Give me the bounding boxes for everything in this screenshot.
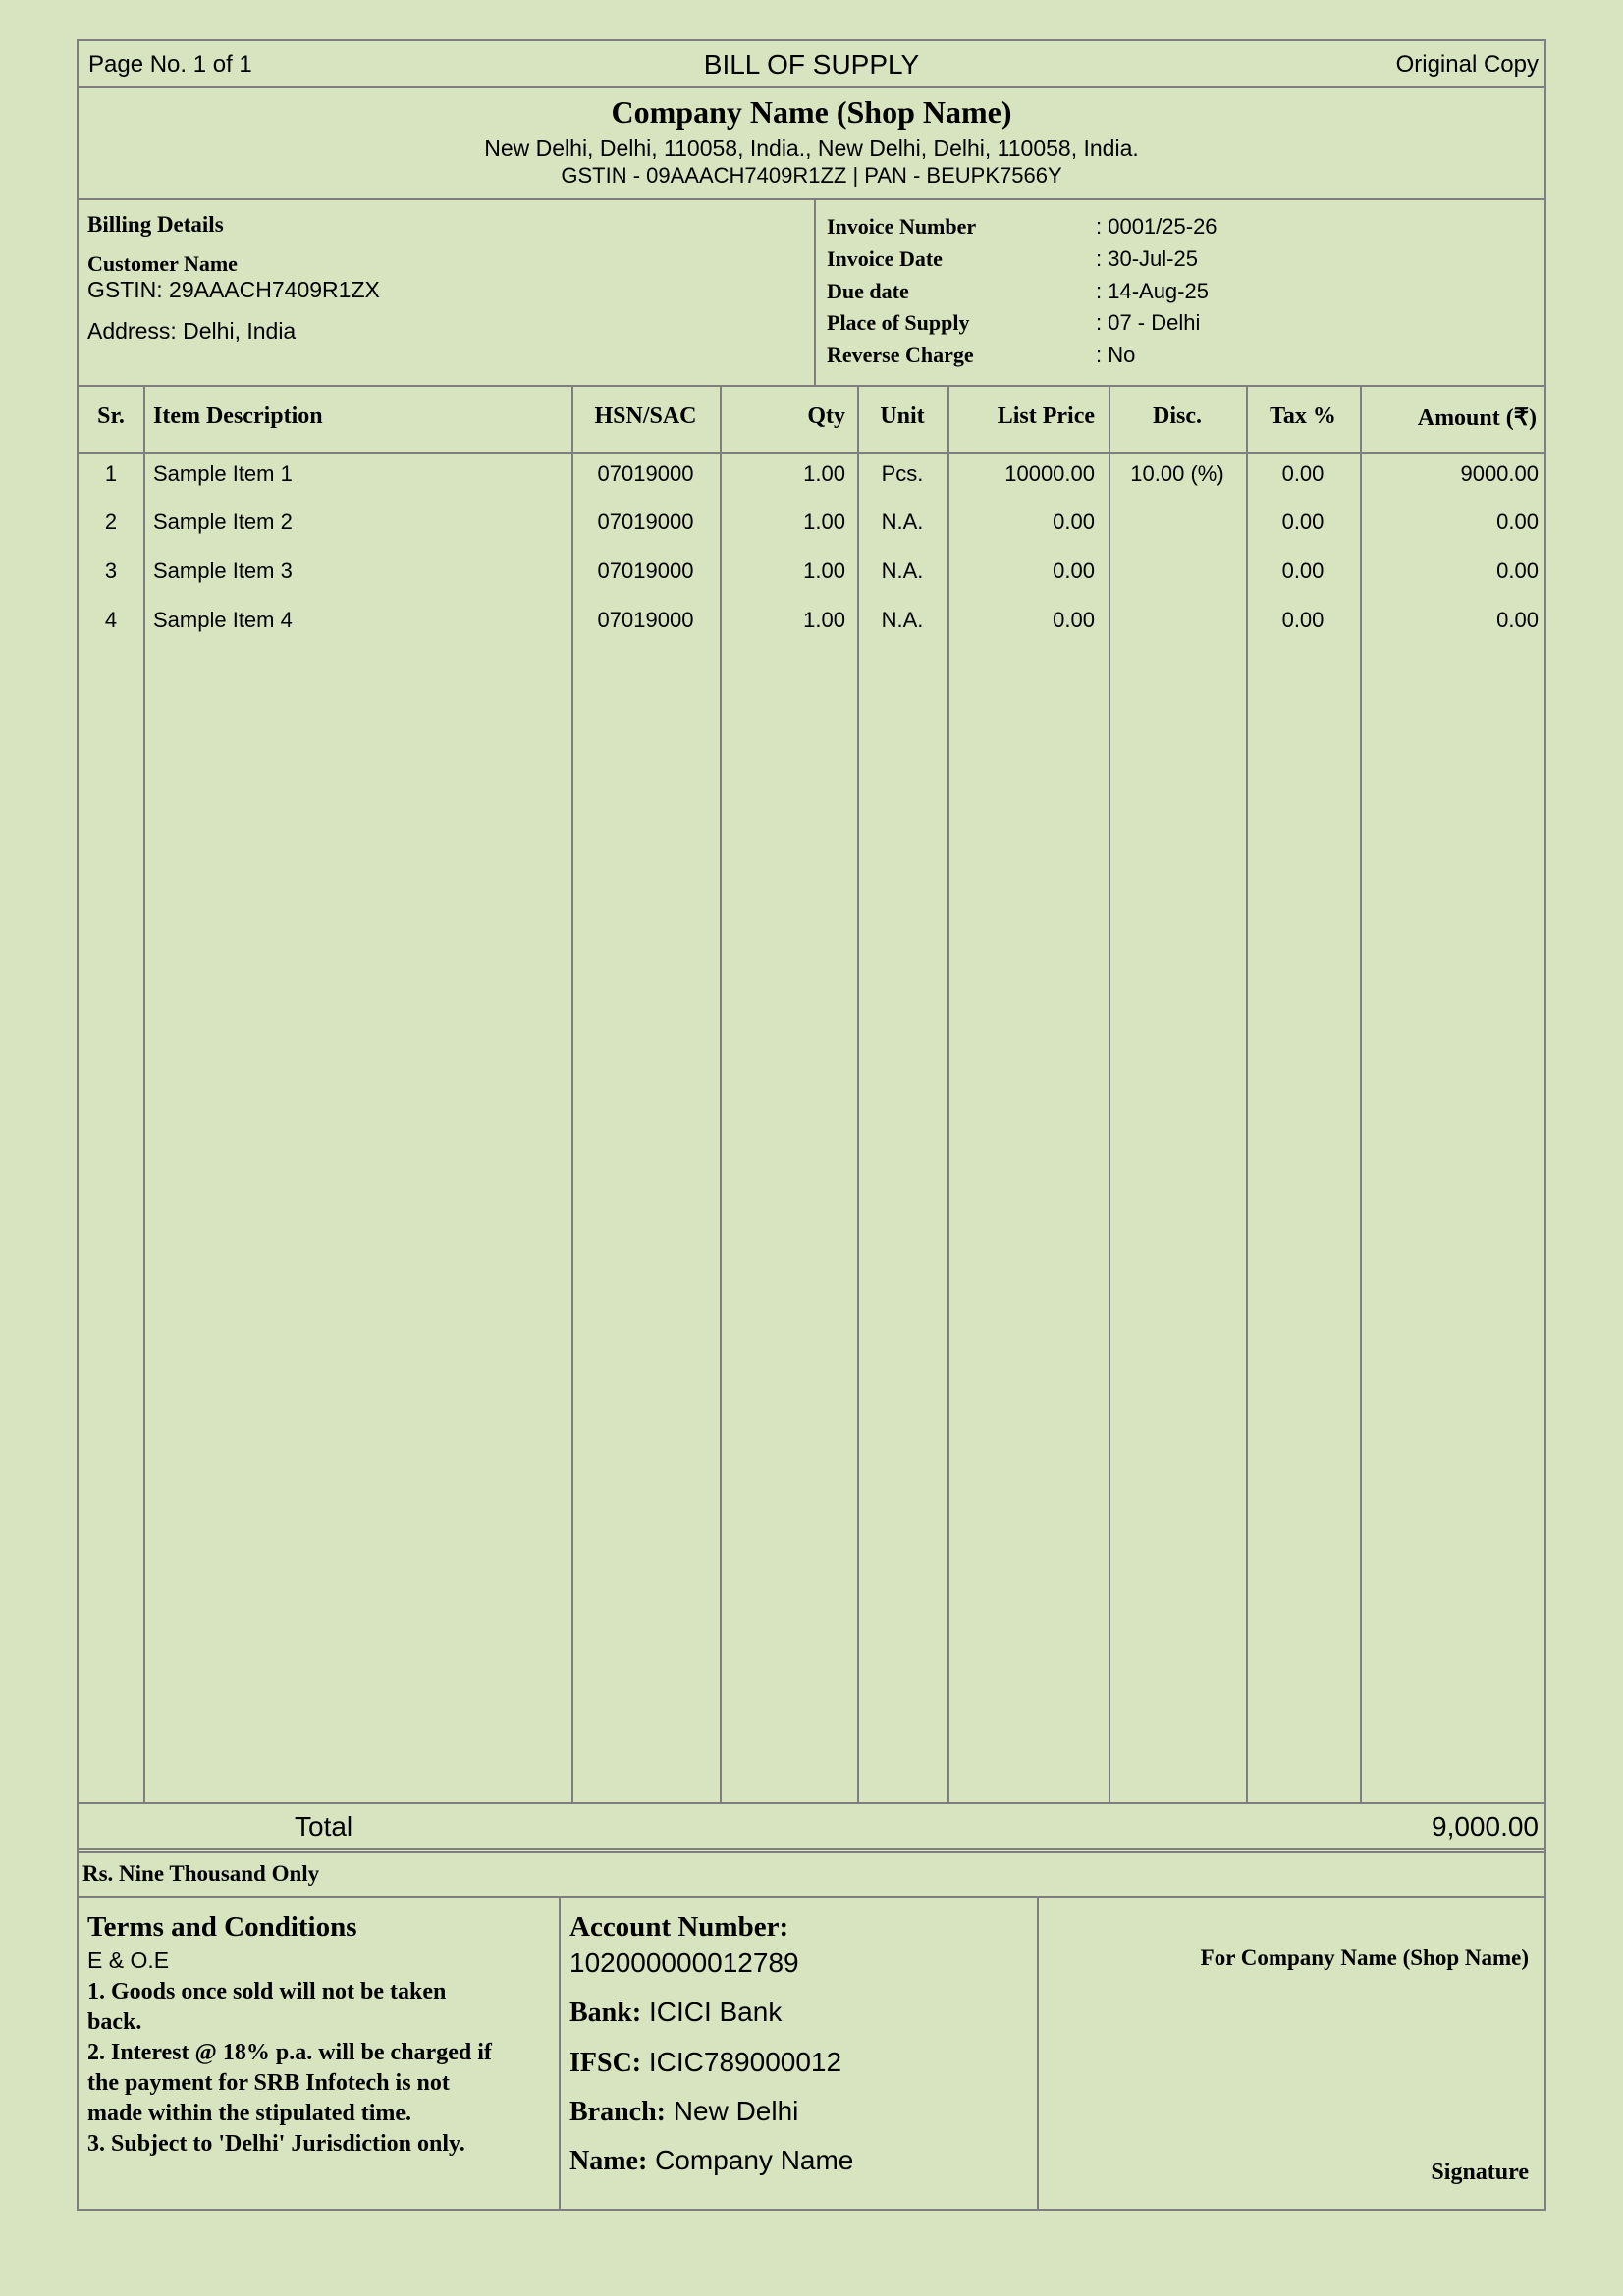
due-date-value: : 14-Aug-25 xyxy=(1096,279,1209,303)
cell-qty: 1.00 xyxy=(803,509,845,534)
customer-address: Address: Delhi, India xyxy=(87,318,297,344)
cell-tax: 0.00 xyxy=(1281,509,1325,534)
place-of-supply-label: Place of Supply xyxy=(827,310,970,335)
terms-eoe: E & O.E xyxy=(87,1948,170,1973)
cell-tax: 0.00 xyxy=(1281,559,1325,583)
company-tax-ids: GSTIN - 09AAACH7409R1ZZ | PAN - BEUPK7566Y xyxy=(561,163,1062,187)
total-amount: 9,000.00 xyxy=(1432,1811,1539,1842)
col-header-sr: Sr. xyxy=(97,403,125,429)
cell-sr: 1 xyxy=(104,461,118,486)
account-name-value: Company Name xyxy=(655,2145,854,2175)
ifsc-value: ICIC789000012 xyxy=(648,2047,842,2077)
cell-discount: 10.00 (%) xyxy=(1130,461,1224,486)
column-divider xyxy=(1246,385,1248,1802)
column-divider xyxy=(947,385,949,1802)
column-divider xyxy=(857,385,859,1802)
cell-description: Sample Item 3 xyxy=(153,559,293,583)
invoice-date-label: Invoice Date xyxy=(827,246,943,271)
invoice-number-value: : 0001/25-26 xyxy=(1096,214,1217,239)
branch-label: Branch: xyxy=(569,2097,666,2127)
bank-row xyxy=(569,1997,782,2029)
due-date-label: Due date xyxy=(827,279,909,303)
terms-line: back. xyxy=(87,2009,142,2035)
invoice-number-label: Invoice Number xyxy=(827,214,977,239)
customer-gstin: GSTIN: 29AAACH7409R1ZX xyxy=(87,277,380,302)
divider xyxy=(79,86,1544,88)
cell-amount: 0.00 xyxy=(1496,509,1539,534)
account-name-label: Name: xyxy=(569,2146,648,2176)
reverse-charge-label: Reverse Charge xyxy=(827,343,974,367)
terms-line: 2. Interest @ 18% p.a. will be charged if xyxy=(87,2040,492,2065)
divider xyxy=(559,1896,561,2211)
cell-hsn: 07019000 xyxy=(597,461,694,486)
col-header-description: Item Description xyxy=(153,403,323,429)
account-number-value: 102000000012789 xyxy=(569,1948,799,1978)
copy-type: Original Copy xyxy=(1395,51,1539,78)
cell-list-price: 0.00 xyxy=(1053,509,1095,534)
col-header-list-price: List Price xyxy=(997,403,1095,429)
total-label: Total xyxy=(295,1811,353,1842)
column-divider xyxy=(1109,385,1110,1802)
branch-value: New Delhi xyxy=(673,2096,799,2126)
page-number: Page No. 1 of 1 xyxy=(88,51,252,78)
col-header-discount: Disc. xyxy=(1153,403,1202,429)
terms-heading: Terms and Conditions xyxy=(87,1911,357,1943)
column-divider xyxy=(720,385,722,1802)
bank-value: ICICI Bank xyxy=(648,1997,783,2027)
col-header-unit: Unit xyxy=(880,403,925,429)
account-number-label: Account Number: xyxy=(569,1911,789,1943)
divider xyxy=(814,198,816,385)
customer-name: Customer Name xyxy=(87,251,238,276)
cell-tax: 0.00 xyxy=(1281,608,1325,632)
divider xyxy=(79,1802,1544,1804)
ifsc-row xyxy=(569,2047,841,2079)
cell-description: Sample Item 2 xyxy=(153,509,293,534)
signature-label: Signature xyxy=(1431,2160,1529,2185)
invoice-date-value: : 30-Jul-25 xyxy=(1096,246,1198,271)
divider xyxy=(79,198,1544,200)
cell-amount: 9000.00 xyxy=(1460,461,1539,486)
column-divider xyxy=(143,385,145,1802)
ifsc-label: IFSC: xyxy=(569,2048,642,2078)
cell-sr: 2 xyxy=(104,509,118,534)
terms-line: made within the stipulated time. xyxy=(87,2101,411,2126)
account-name-row xyxy=(569,2145,853,2177)
terms-line: 1. Goods once sold will not be taken xyxy=(87,1979,447,2004)
col-header-tax: Tax % xyxy=(1270,403,1336,429)
divider xyxy=(79,1848,1544,1850)
cell-tax: 0.00 xyxy=(1281,461,1325,486)
invoice-sheet xyxy=(77,39,1546,2211)
cell-list-price: 0.00 xyxy=(1053,608,1095,632)
cell-hsn: 07019000 xyxy=(597,509,694,534)
company-name: Company Name (Shop Name) xyxy=(611,94,1012,130)
divider xyxy=(79,452,1544,454)
divider xyxy=(79,1896,1544,1898)
cell-unit: Pcs. xyxy=(881,461,924,486)
cell-amount: 0.00 xyxy=(1496,608,1539,632)
branch-row xyxy=(569,2096,798,2128)
amount-in-words: Rs. Nine Thousand Only xyxy=(82,1861,320,1886)
billing-heading: Billing Details xyxy=(87,212,224,237)
cell-unit: N.A. xyxy=(881,509,924,534)
reverse-charge-value: : No xyxy=(1096,343,1136,367)
terms-line: the payment for SRB Infotech is not xyxy=(87,2070,450,2096)
cell-unit: N.A. xyxy=(881,608,924,632)
col-header-amount: Amount (₹) xyxy=(1417,405,1537,431)
terms-line: 3. Subject to 'Delhi' Jurisdiction only. xyxy=(87,2131,465,2157)
cell-hsn: 07019000 xyxy=(597,559,694,583)
col-header-qty: Qty xyxy=(807,403,845,429)
column-divider xyxy=(571,385,573,1802)
for-company-label: For Company Name (Shop Name) xyxy=(1200,1946,1529,1970)
cell-hsn: 07019000 xyxy=(597,608,694,632)
cell-unit: N.A. xyxy=(881,559,924,583)
cell-description: Sample Item 4 xyxy=(153,608,293,632)
cell-qty: 1.00 xyxy=(803,559,845,583)
cell-amount: 0.00 xyxy=(1496,559,1539,583)
place-of-supply-value: : 07 - Delhi xyxy=(1096,310,1201,335)
cell-list-price: 0.00 xyxy=(1053,559,1095,583)
cell-description: Sample Item 1 xyxy=(153,461,293,486)
cell-list-price: 10000.00 xyxy=(1004,461,1095,486)
column-divider xyxy=(1360,385,1362,1802)
cell-sr: 4 xyxy=(104,608,118,632)
cell-qty: 1.00 xyxy=(803,608,845,632)
col-header-hsn: HSN/SAC xyxy=(594,403,697,429)
document-title: BILL OF SUPPLY xyxy=(703,49,920,80)
divider xyxy=(1037,1896,1039,2211)
divider xyxy=(79,385,1544,387)
company-address: New Delhi, Delhi, 110058, India., New Delhi, Delhi, 110058, India. xyxy=(484,135,1139,161)
cell-qty: 1.00 xyxy=(803,461,845,486)
cell-sr: 3 xyxy=(104,559,118,583)
bank-label: Bank: xyxy=(569,1998,642,2028)
divider xyxy=(79,1851,1544,1853)
